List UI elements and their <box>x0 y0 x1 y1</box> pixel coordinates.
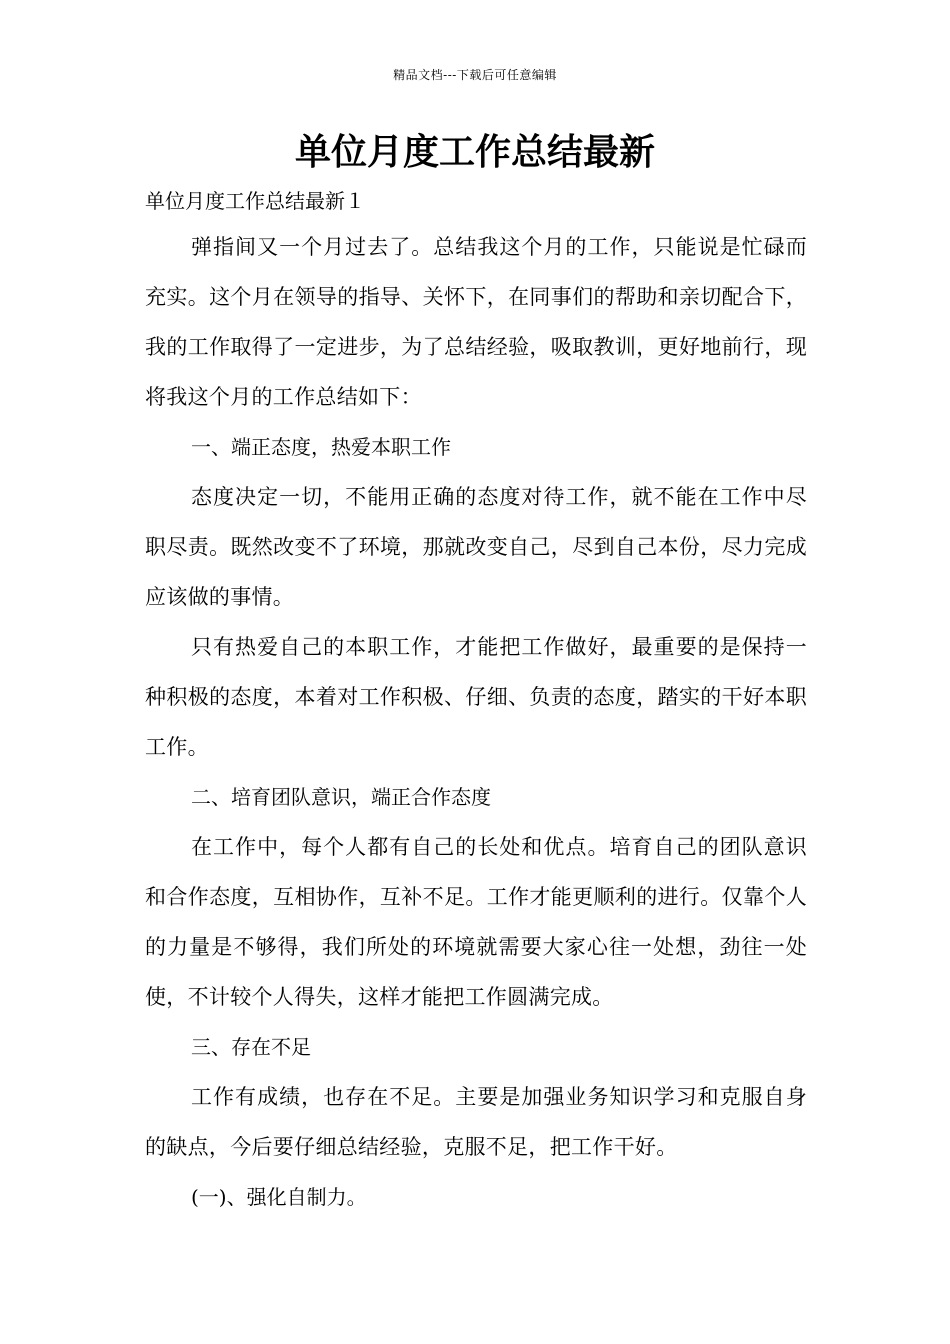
paragraph: 在工作中，每个人都有自己的长处和优点。培育自己的团队意识和合作态度，互相协作，互补不足。工作才能更顺利的进行。仅靠个人的力量是不够得，我们所处的环境就需要大家心往一处想，劲往一处使，不计较个人得失，这样才能把工作圆满完成。 <box>145 835 807 1009</box>
section-heading: 三、存在不足 <box>191 1035 311 1059</box>
document-body <box>145 180 807 1222</box>
section-heading: 一、端正态度，热爱本职工作 <box>191 435 451 459</box>
section-heading: (一)、强化自制力。 <box>191 1185 367 1209</box>
section-heading: 二、培育团队意识，端正合作态度 <box>191 785 491 809</box>
document-title: 单位月度工作总结最新 <box>294 132 655 173</box>
document-subtitle: 单位月度工作总结最新１ <box>145 189 365 213</box>
paragraph: 只有热爱自己的本职工作，才能把工作做好，最重要的是保持一种积极的态度，本着对工作积极、仔细、负责的态度，踏实的干好本职工作。 <box>145 635 807 759</box>
header-note: 精品文档---下载后可任意编辑 <box>393 68 557 82</box>
paragraph: 态度决定一切，不能用正确的态度对待工作，就不能在工作中尽职尽责。既然改变不了环境，那就改变自己，尽到自己本份，尽力完成应该做的事情。 <box>145 485 807 609</box>
paragraph: 工作有成绩，也存在不足。主要是加强业务知识学习和克服自身的缺点，今后要仔细总结经验，克服不足，把工作干好。 <box>145 1085 807 1159</box>
paragraph: 弹指间又一个月过去了。总结我这个月的工作，只能说是忙碌而充实。这个月在领导的指导、关怀下，在同事们的帮助和亲切配合下，我的工作取得了一定进步，为了总结经验，吸取教训，更好地前行，现将我这个月的工作总结如下： <box>145 235 807 409</box>
